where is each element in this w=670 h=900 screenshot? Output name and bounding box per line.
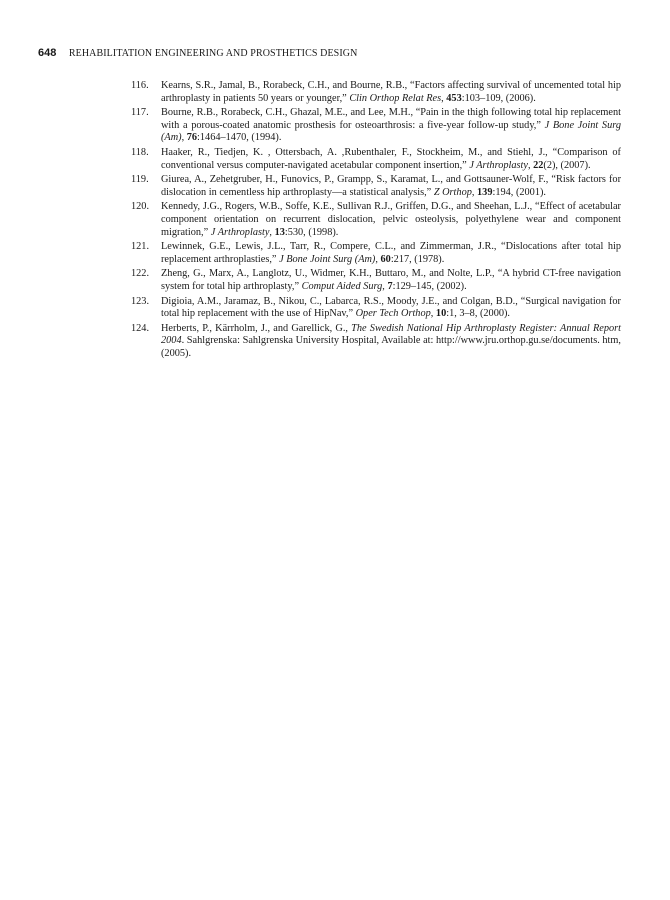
reference-text	[161, 268, 621, 292]
reference-number: 116.	[131, 80, 149, 91]
reference-source: The Swedish National Hip Arthroplasty Register: Annual Report 2004	[161, 322, 621, 347]
reference-source: J Arthroplasty	[469, 159, 528, 171]
reference-item	[131, 147, 621, 172]
reference-item	[131, 80, 621, 105]
reference-source: Clin Orthop Relat Res	[349, 92, 442, 104]
reference-text	[161, 107, 621, 143]
reference-segment: :129–145, (2002).	[392, 280, 467, 292]
reference-number: 120.	[131, 201, 150, 213]
reference-item	[131, 296, 621, 321]
reference-segment: Lewinnek, G.E., Lewis, J.L., Tarr, R., Compere, C.L., and Zimmerman, J.R., “Dislocations after total hip replacement arthroplasties,”	[161, 241, 621, 265]
reference-volume: 60	[380, 253, 391, 265]
reference-volume: 22	[533, 159, 544, 171]
reference-segment: . Sahlgrenska: Sahlgrenska University Hospital, Available at: http://www.jru.orthop.gu.se/documents. htm, (2005).	[161, 335, 621, 359]
reference-volume: 7	[387, 280, 393, 292]
reference-segment: :194, (2001).	[492, 186, 546, 198]
reference-number: 122.	[131, 268, 150, 280]
reference-item	[131, 174, 621, 199]
reference-segment: Digioia, A.M., Jaramaz, B., Nikou, C., Labarca, R.S., Moody, J.E., and Colgan, B.D., “Surgical navigation for total hip replacement with the use of HipNav,”	[161, 295, 621, 320]
reference-text	[161, 241, 621, 265]
reference-segment: Kearns, S.R., Jamal, B., Rorabeck, C.H., and Bourne, R.B., “Factors affecting survival of uncemented total hip arthroplasty in patients 50 years or younger,”	[161, 80, 621, 104]
reference-source: J Bone Joint Surg (Am)	[279, 253, 376, 265]
reference-item	[131, 201, 621, 239]
reference-segment: Herberts, P., Kärrholm, J., and Garellick, G.,	[161, 322, 352, 334]
reference-segment: :1464–1470, (1994).	[197, 132, 282, 144]
reference-text	[161, 323, 621, 359]
reference-source: Z Orthop	[433, 186, 472, 198]
reference-item	[131, 241, 621, 266]
reference-source: J Arthroplasty	[210, 226, 270, 238]
reference-segment: ,	[430, 308, 436, 320]
reference-segment: Kennedy, J.G., Rogers, W.B., Soffe, K.E., Sullivan R.J., Griffen, D.G., and Sheehan, L.J., “Effect of acetabular component orientation on recurrent dislocation, pelvic osteolysis, polyethylene wear and component migration,”	[161, 201, 621, 238]
reference-source: Oper Tech Orthop	[355, 308, 431, 320]
reference-segment: Haaker, R., Tiedjen, K. , Ottersbach, A. ,Rubenthaler, F., Stockheim, M., and Stiehl, J., “Comparison of conventional versus computer-navigated acetabular component insertion,”	[161, 146, 621, 171]
reference-number: 121.	[131, 241, 150, 253]
reference-segment: ,	[181, 132, 187, 144]
reference-volume: 76	[186, 132, 198, 144]
reference-text	[161, 201, 621, 237]
reference-segment: :217, (1978).	[390, 253, 445, 265]
reference-volume: 13	[274, 226, 285, 238]
reference-source: J Bone Joint Surg (Am)	[161, 119, 622, 144]
running-title: REHABILITATION ENGINEERING AND PROSTHETICS DESIGN	[68, 48, 358, 59]
reference-text	[161, 147, 621, 171]
reference-segment: ,	[269, 226, 275, 238]
page-number: 648	[38, 47, 57, 59]
page-header	[38, 47, 357, 60]
reference-number: 119.	[131, 174, 149, 186]
reference-segment: ,	[382, 280, 388, 292]
reference-volume: 10	[435, 308, 447, 320]
reference-segment: :530, (1998).	[284, 226, 339, 238]
reference-text	[161, 174, 621, 198]
reference-segment: ,	[375, 253, 381, 265]
reference-item	[131, 107, 621, 145]
reference-number: 123.	[131, 295, 150, 307]
reference-volume: 139	[477, 186, 493, 198]
reference-source: Comput Aided Surg	[301, 280, 383, 292]
reference-segment: Bourne, R.B., Rorabeck, C.H., Ghazal, M.E., and Lee, M.H., “Pain in the thigh following total hip replacement with a porous-coated anatomic prosthesis for osteoarthrosis: a five-year follow-up study,”	[161, 107, 621, 131]
reference-segment: Zheng, G., Marx, A., Langlotz, U., Widmer, K.H., Buttaro, M., and Nolte, L.P., “A hybrid CT-free navigation system for total hip arthroplasty,”	[161, 268, 621, 292]
reference-item	[131, 323, 621, 361]
reference-segment: :103–109, (2006).	[461, 92, 536, 104]
reference-segment: Giurea, A., Zehetgruber, H., Funovics, P., Grampp, S., Karamat, L., and Gottsauner-Wolf, F., “Risk factors for dislocation in cementless hip arthroplasty—a statistical analysis,”	[161, 174, 621, 198]
reference-segment: ,	[527, 159, 534, 171]
reference-number: 124.	[131, 322, 150, 334]
reference-number: 118.	[131, 146, 149, 158]
reference-segment: (2), (2007).	[543, 159, 591, 171]
reference-segment: :1, 3–8, (2000).	[446, 308, 510, 320]
reference-text	[161, 80, 621, 104]
reference-segment: ,	[471, 186, 478, 198]
reference-list	[131, 80, 621, 362]
reference-number: 117.	[131, 107, 149, 119]
reference-volume: 453	[446, 92, 462, 104]
reference-text	[161, 296, 621, 320]
reference-segment: ,	[441, 92, 447, 104]
reference-item	[131, 268, 621, 293]
